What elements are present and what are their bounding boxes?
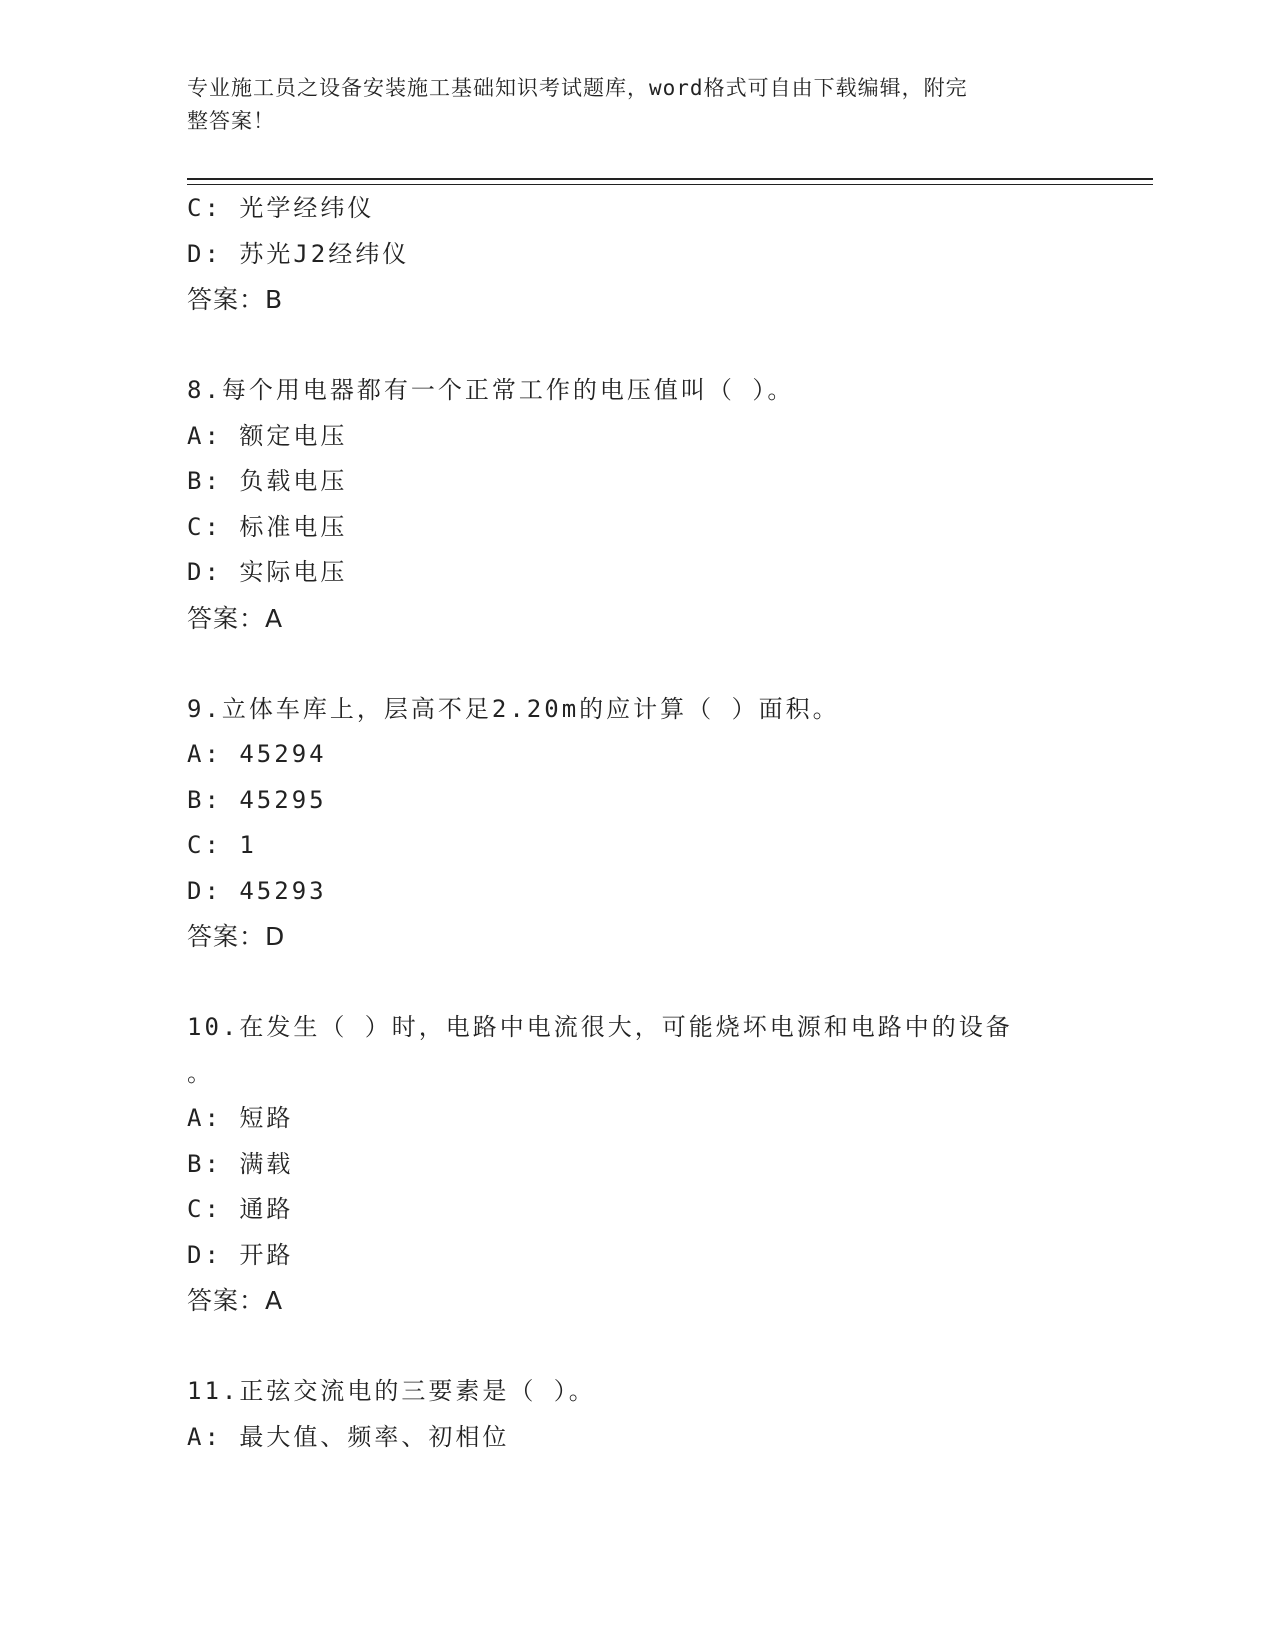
option-text: 开路 (239, 1240, 294, 1269)
option-key: A: (187, 1422, 222, 1451)
question-8 (187, 368, 1107, 641)
option-text: 45294 (239, 740, 327, 768)
option-key: A: (187, 421, 222, 450)
option-a (187, 414, 1107, 460)
question-stem-continuation: 。 (187, 1058, 214, 1087)
option-key: C: (187, 512, 222, 541)
option-d (187, 869, 1107, 915)
option-text: 额定电压 (239, 421, 348, 450)
option-key: A: (187, 740, 222, 768)
option-b (187, 1142, 1107, 1188)
question-9 (187, 687, 1107, 960)
option-text: 苏光J2经纬仪 (239, 239, 410, 268)
option-text: 光学经纬仪 (239, 194, 375, 222)
option-text: 最大值、频率、初相位 (239, 1422, 510, 1451)
answer: 答案：D (187, 922, 286, 951)
header-divider-thin (187, 184, 1153, 185)
option-a (187, 732, 1107, 778)
answer: 答案：A (187, 1286, 284, 1315)
question-list (187, 186, 1107, 1460)
option-key: B: (187, 1149, 222, 1178)
option-key: D: (187, 876, 222, 905)
option-d (187, 550, 1107, 596)
option-key: C: (187, 831, 222, 859)
option-a (187, 1096, 1107, 1142)
option-c (187, 505, 1107, 551)
option-text: 负载电压 (239, 467, 348, 495)
option-c (187, 1187, 1107, 1233)
option-a (187, 1415, 1107, 1461)
question-7 (187, 186, 1107, 323)
option-d (187, 232, 1107, 278)
option-text: 1 (239, 831, 257, 859)
option-key: B: (187, 467, 222, 495)
answer: 答案：B (187, 285, 284, 314)
question-10 (187, 1005, 1107, 1324)
option-b (187, 459, 1107, 505)
question-11 (187, 1369, 1107, 1460)
header-divider-thick (187, 178, 1153, 180)
option-text: 45293 (239, 876, 327, 905)
option-c (187, 186, 1107, 232)
option-key: B: (187, 785, 222, 814)
option-key: D: (187, 239, 222, 268)
option-b (187, 778, 1107, 824)
header-line-1: 专业施工员之设备安装施工基础知识考试题库，word格式可自由下载编辑，附完 (187, 76, 968, 100)
option-text: 45295 (239, 785, 327, 814)
question-stem: 9.立体车库上，层高不足2.20m的应计算（ ）面积。 (187, 694, 840, 723)
question-stem: 8.每个用电器都有一个正常工作的电压值叫（ ）。 (187, 376, 795, 404)
option-text: 短路 (239, 1104, 294, 1132)
option-text: 满载 (239, 1149, 294, 1178)
option-key: C: (187, 194, 222, 222)
option-c (187, 823, 1107, 869)
header-line-2: 整答案！ (187, 109, 275, 133)
option-d (187, 1233, 1107, 1279)
answer: 答案：A (187, 603, 284, 633)
document-header (187, 72, 1087, 138)
option-key: D: (187, 1240, 222, 1269)
option-text: 标准电压 (239, 512, 348, 541)
option-text: 实际电压 (239, 558, 348, 586)
option-key: D: (187, 558, 222, 586)
option-key: A: (187, 1104, 222, 1132)
question-stem: 10.在发生（ ）时，电路中电流很大，可能烧坏电源和电路中的设备 (187, 1013, 1013, 1041)
question-stem: 11.正弦交流电的三要素是（ ）。 (187, 1377, 596, 1405)
option-key: C: (187, 1195, 222, 1223)
option-text: 通路 (239, 1195, 294, 1223)
